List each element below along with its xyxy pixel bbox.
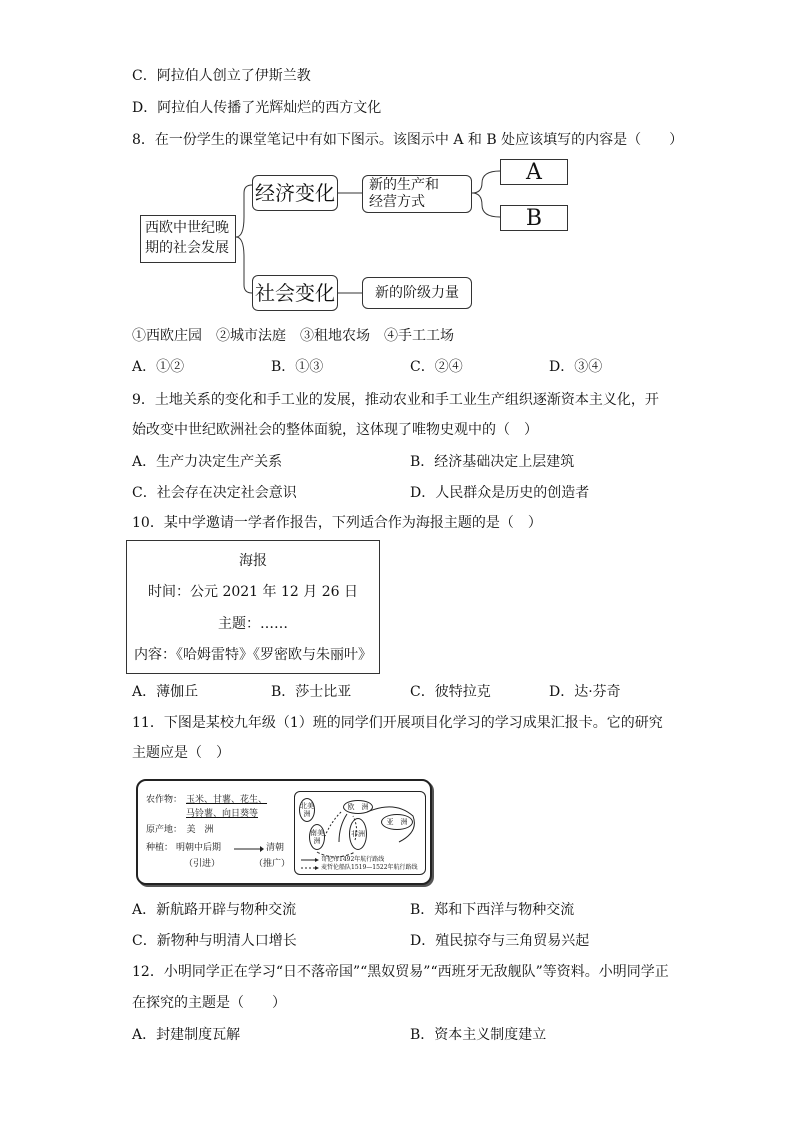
poster-content: 内容：《哈姆雷特》《罗密欧与朱丽叶》 — [134, 647, 372, 663]
card-route-map — [294, 791, 426, 875]
q11-option-b[interactable]: B．郑和下西洋与物种交流 — [410, 902, 575, 918]
q8-option-b[interactable]: B．①③ — [271, 359, 324, 375]
diagram-box-b: B — [500, 205, 568, 231]
card-plant-to: 清朝 — [266, 843, 285, 853]
map-south-america: 南美洲 — [309, 824, 325, 850]
map-north-america: 北美洲 — [299, 798, 315, 822]
q8-option-c[interactable]: C．②④ — [410, 359, 463, 375]
q12-stem-line2: 在探究的主题是（ ） — [132, 995, 286, 1011]
q11-option-a[interactable]: A．新航路开辟与物种交流 — [132, 902, 297, 918]
q11-option-c[interactable]: C．新物种与明清人口增长 — [132, 933, 297, 949]
q11-option-d[interactable]: D．殖民掠夺与三角贸易兴起 — [410, 933, 590, 949]
poster-theme: 主题：…… — [218, 616, 288, 632]
q8-stem: 8．在一份学生的课堂笔记中有如下图示。该图示中 A 和 B 处应该填写的内容是（ ） — [132, 132, 684, 148]
map-asia: 亚 洲 — [381, 814, 413, 830]
poster-time: 时间：公元 2021 年 12 月 26 日 — [148, 584, 358, 600]
q10-option-c[interactable]: C．彼特拉克 — [410, 684, 491, 700]
q7-option-c: C．阿拉伯人创立了伊斯兰教 — [132, 68, 311, 84]
diagram-root-line2: 期的社会发展 — [145, 240, 229, 256]
q9-option-b[interactable]: B．经济基础决定上层建筑 — [410, 454, 575, 470]
diagram-root-box — [140, 215, 236, 263]
card-spread: （推广） — [254, 859, 291, 869]
q7-option-d: D．阿拉伯人传播了光辉灿烂的西方文化 — [132, 100, 382, 116]
q9-option-d[interactable]: D．人民群众是历史的创造者 — [410, 485, 590, 501]
poster-title: 海报 — [239, 553, 267, 569]
q10-option-b[interactable]: B．莎士比亚 — [271, 684, 352, 700]
q8-option-d[interactable]: D．③④ — [549, 359, 603, 375]
q10-option-d[interactable]: D．达·芬奇 — [549, 684, 621, 700]
econ-sub-line2: 经营方式 — [369, 194, 425, 210]
econ-sub-line1: 新的生产和 — [369, 177, 439, 193]
map-legend-magellan: 麦哲伦船队1519—1522年航行路线 — [321, 864, 418, 871]
diagram-social-sub-box: 新的阶级力量 — [362, 277, 472, 309]
q10-stem: 10．某中学邀请一学者作报告，下列适合作为海报主题的是（ ） — [132, 515, 542, 531]
q12-option-a[interactable]: A．封建制度瓦解 — [132, 1027, 241, 1043]
q9-stem-line1: 9．土地关系的变化和手工业的发展，推动农业和手工业生产组织逐渐资本主义化，开 — [132, 392, 659, 408]
q10-option-a[interactable]: A．薄伽丘 — [132, 684, 199, 700]
q8-option-a[interactable]: A．①② — [132, 359, 185, 375]
diagram-root-line1: 西欧中世纪晚 — [145, 220, 229, 236]
card-crops-line2: 马铃薯、向日葵等 — [186, 809, 259, 819]
map-europe: 欧 洲 — [343, 800, 373, 814]
map-africa: 非洲 — [349, 818, 367, 850]
q11-learning-card — [136, 779, 432, 885]
q11-stem-line1: 11．下图是某校九年级（1）班的同学们开展项目化学习的学习成果汇报卡。它的研究 — [132, 715, 663, 731]
arrow-right-icon — [234, 845, 264, 853]
q12-stem-line1: 12．小明同学正在学习“日不落帝国”“黑奴贸易”“西班牙无敌舰队”等资料。小明同学正 — [132, 964, 669, 980]
q8-diagram — [140, 157, 580, 317]
diagram-econ-box: 经济变化 — [252, 175, 338, 211]
q9-option-c[interactable]: C．社会存在决定社会意识 — [132, 485, 297, 501]
diagram-social-box: 社会变化 — [252, 275, 338, 311]
card-plant-from: 明朝中后期 — [176, 843, 222, 853]
card-origin: 原产地： 美 洲 — [146, 825, 214, 835]
map-legend-columbus: 哥伦布1492年航行路线 — [321, 856, 385, 863]
q12-option-b[interactable]: B．资本主义制度建立 — [410, 1027, 547, 1043]
q10-poster — [126, 540, 380, 674]
q11-stem-line2: 主题应是（ ） — [132, 745, 230, 761]
q8-items: ①西欧庄园 ②城市法庭 ③租地农场 ④手工工场 — [132, 328, 454, 344]
card-crops-line1: 玉米、甘薯、花生、 — [186, 795, 268, 805]
q9-option-a[interactable]: A．生产力决定生产关系 — [132, 454, 283, 470]
card-plant-label: 种植： — [146, 843, 174, 853]
card-crops-label: 农作物： — [146, 795, 183, 805]
card-intro: （引进） — [184, 859, 221, 869]
diagram-box-a: A — [500, 159, 568, 185]
diagram-econ-sub-box — [362, 175, 472, 213]
q9-stem-line2: 始改变中世纪欧洲社会的整体面貌，这体现了唯物史观中的（ ） — [132, 422, 538, 438]
